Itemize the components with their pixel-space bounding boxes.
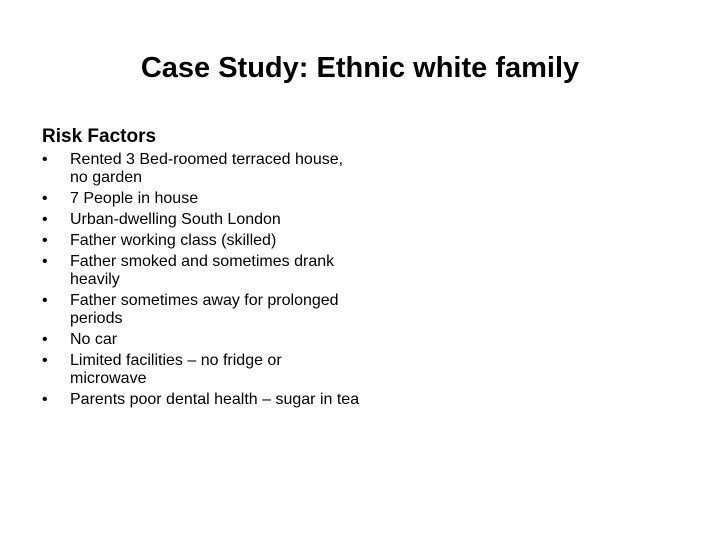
bullet-icon: • — [42, 331, 48, 348]
list-item-text: Limited facilities – no fridge or microwave — [70, 352, 282, 387]
risk-factors-list — [42, 151, 362, 412]
list-item-text: Father smoked and sometimes drank heavily — [70, 253, 335, 288]
list-item-text: Father sometimes away for prolonged periods — [70, 292, 339, 327]
list-item — [42, 253, 362, 289]
bullet-icon: • — [42, 151, 48, 168]
list-item — [42, 331, 362, 349]
bullet-icon: • — [42, 292, 48, 309]
bullet-icon: • — [42, 253, 48, 270]
list-item-text: Urban-dwelling South London — [70, 211, 281, 228]
list-item-text: Rented 3 Bed-roomed terraced house, no garden — [70, 151, 344, 186]
bullet-icon: • — [42, 391, 48, 408]
list-item — [42, 352, 362, 388]
list-item-text: No car — [70, 331, 118, 348]
list-item — [42, 292, 362, 328]
list-item-text: Father working class (skilled) — [70, 232, 277, 249]
bullet-icon: • — [42, 352, 48, 369]
list-item — [42, 190, 362, 208]
list-item-text: Parents poor dental health – sugar in tea — [70, 391, 360, 408]
list-item — [42, 151, 362, 187]
slide-title: Case Study: Ethnic white family — [140, 52, 580, 84]
bullet-icon: • — [42, 232, 48, 249]
bullet-icon: • — [42, 211, 48, 228]
risk-factors-heading: Risk Factors — [42, 126, 157, 147]
list-item-text: 7 People in house — [70, 190, 199, 207]
list-item — [42, 232, 362, 250]
bullet-icon: • — [42, 190, 48, 207]
list-item — [42, 211, 362, 229]
list-item — [42, 391, 362, 409]
